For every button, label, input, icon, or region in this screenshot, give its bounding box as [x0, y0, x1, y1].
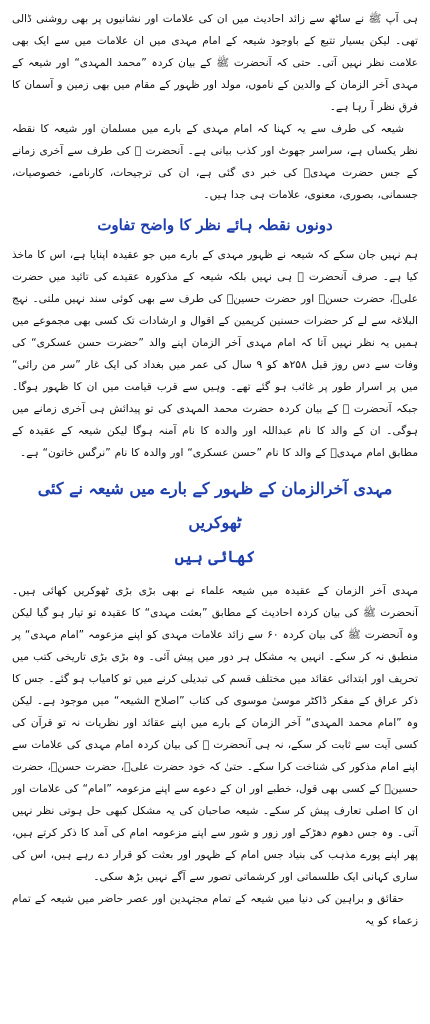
intro-paragraph-1: ہی آپ ﷺ نے ساٹھ سے زائد احادیث میں ان کی علامات اور نشانیوں پر بھی روشنی ڈالی تھی۔ لیکن بسیار تتبع کے باوجود شیعہ کے امام مہدی میں ان علامات میں سے ایک بھی علامت نظر نہیں آتی۔ حتی کہ آنحضرت ﷺ کے بیان کردہ ”محمد المہدی“ اور شیعہ کے مہدی آخر الزمان کے والدین کے ناموں، مولد اور ظہور کے مقام میں بھی زمین و آسمان کا فرق نظر آ رہا ہے۔ — [12, 13, 418, 113]
section-heading-clear-difference: دونوں نقطہ ہائے نظر کا واضح تفاوت — [97, 216, 333, 234]
section1-paragraph: ہم نہیں جان سکے کہ شیعہ نے ظہور مہدی کے بارے میں جو عقیدہ اپنایا ہے، اس کا ماخذ کیا ہے۔ صرف آنحضرت ﷺ ہی نہیں بلکہ شیعہ کے مذکورہ عقیدے کی تائید میں حضرت علیؓ، حضرت حسنؓ اور حضرت حسینؓ کی طرف سے بھی کوئی سند نہیں ملتی۔ نہج البلاغہ سے لے کر حضرات حسنین کریمین کے اقوال و ارشادات تک کسی بھی مجموعے میں ہمیں یہ نظر نہیں آتا کہ امام مہدی آخر الزمان اپنے والد ”حضرت حسن عسکری“ کی وفات سے دس روز قبل ۲۵۸ھ کو ۹ سال کی عمر میں بغداد کی ایک غار ”سر من رائی“ میں پر اسرار طور پر غائب ہو گئے تھے۔ وہیں سے قرب قیامت میں ان کا ظہور ہوگا۔ جبکہ آنحضرت ﷺ کے بیان کردہ حضرت محمد المہدی کی تو پیدائش ہی آخری زمانے میں ہوگی۔ ان کے والد کا نام عبداللہ اور والدہ کا نام آمنہ ہوگا لیکن شیعہ کے عقیدہ کے مطابق امام مہدیؒ کے والد کا نام ”حسن عسکری“ اور والدہ کا نام ”نرگس خاتون“ ہے۔ — [12, 249, 418, 459]
final-line: حقائق و براہین کی دنیا میں شیعہ کے تمام مجتہدین اور عصر حاضر میں شیعہ کے تمام زعماء کو یہ — [12, 893, 418, 927]
section2-paragraph: مہدی آخر الزمان کے عقیدہ میں شیعہ علماء نے بھی بڑی بڑی ٹھوکریں کھائی ہیں۔ آنحضرت ﷺ کی بیان کردہ احادیث کے مطابق ”بعثت مہدی“ کا عقیدہ تو تیار ہو گیا لیکن وہ آنحضرت ﷺ کی بیان کردہ ۶۰ سے زائد علامات مہدی کو اپنے مزعومہ ”امام مہدی“ پر منطبق نہ کر سکے۔ انہیں یہ مشکل ہر دور میں پیش آئی۔ وہ بڑی بڑی تاریخی کتب میں تحریف اور ابتدائی عقائد میں مختلف قسم کی تبدیلی کرنے میں تو کامیاب ہو گئے۔ جس کا ذکر عراق کے مفکر ڈاکٹر موسیٰ موسوی کی کتاب ”اصلاح الشیعہ“ میں موجود ہے۔ لیکن وہ ”امام محمد المہدی“ آخر الزمان کے بارے میں اپنے عقائد اور نظریات نہ تو قرآن کی کسی آیت سے ثابت کر سکے، نہ ہی آنحضرت ﷺ کی بیان کردہ امام مہدی کی علامات سے اپنے امام مذکور کی شناخت کرا سکے۔ حتیٰ کہ خود حضرت علیؓ، حضرت حسنؓ، حضرت حسینؓ کے کسی بھی قول، خطبے اور ان کے دعوے سے اپنے مزعومہ ”امام“ کی علامات اور ان کا اصلی تعارف پیش کر سکے۔ شیعہ صاحبان کی یہ مشکل کبھی حل ہوتی نظر نہیں آتی۔ وہ جس دھوم دھڑکے اور زور و شور سے اپنے مزعومہ امام کی آمد کا ذکر کرتے ہیں، پھر اپنے پورے مذہب کی بنیاد جس امام کے ظہور اور بعثت کو قرار دے رہے ہیں، اس کی ساری کہانی ایک طلسماتی اور کرشماتی تصور سے آگے نہیں بڑھ سکی۔ — [12, 585, 418, 883]
section-heading-shia-stumbles — [12, 472, 418, 574]
section-heading-line-1: مہدی آخرالزمان کے ظہور کے بارے میں شیعہ نے کئی ٹھوکریں — [37, 479, 393, 532]
section-heading-line-2: کھائی ہیں — [174, 547, 256, 566]
intro-paragraph-2: شیعہ کی طرف سے یہ کہنا کہ امام مہدی کے بارے میں مسلمان اور شیعہ کا نقطہ نظر یکساں ہے، سراسر جھوٹ اور کذب بیانی ہے۔ آنحضرت ﷺ کی طرف سے آخری زمانے کے جس حضرت مہدیؒ کی خبر دی گئی ہے، ان کی ترجیحات، کارنامے، خصوصیات، جسمانی، بصوری، معنوی، علامات ہی جدا ہیں۔ — [12, 123, 418, 201]
